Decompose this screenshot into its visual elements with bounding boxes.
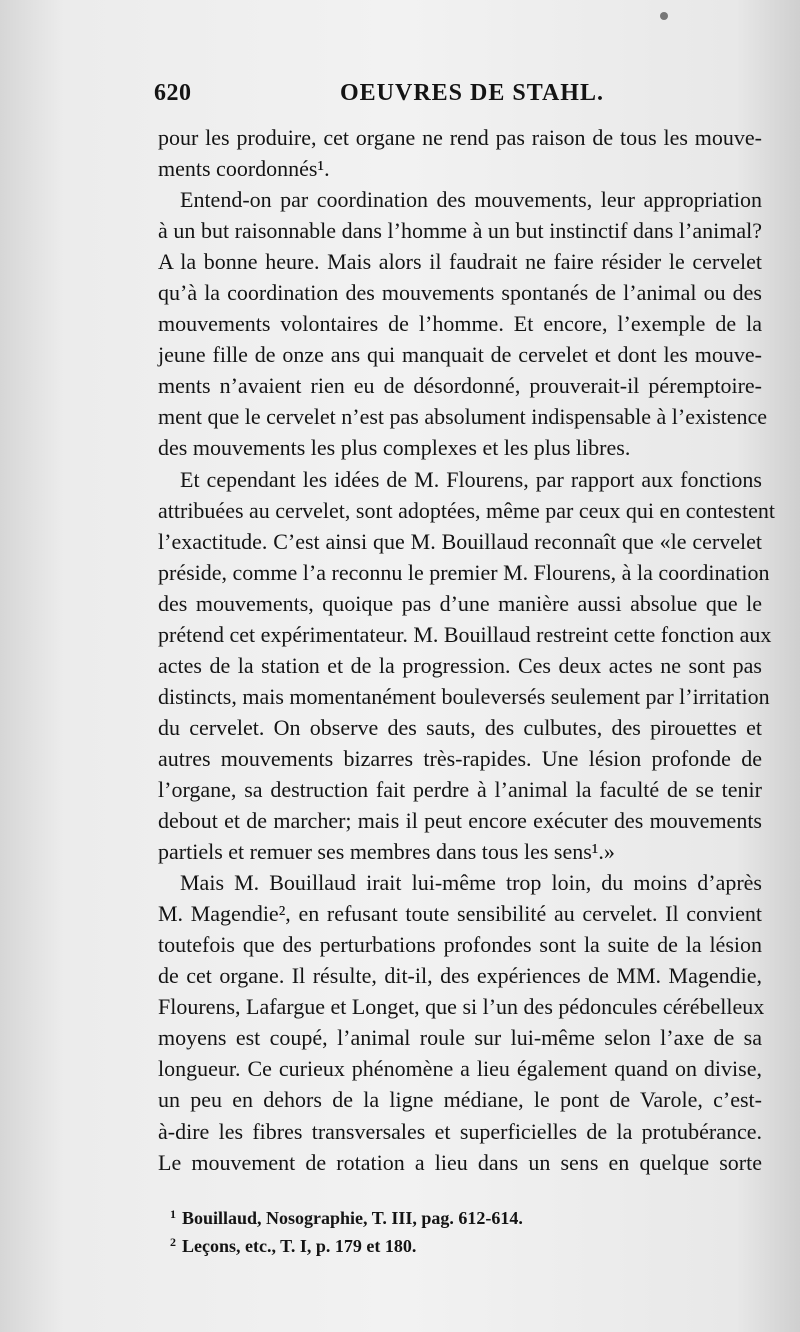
footnote-text: Bouillaud, Nosographie, T. III, pag. 612-614. bbox=[182, 1208, 523, 1228]
text-line: Mais M. Bouillaud irait lui-même trop loin, du moins d’après bbox=[180, 870, 762, 896]
text-line: autres mouvements bizarres très-rapides. Une lésion profonde de bbox=[158, 745, 762, 771]
text-line: Flourens, Lafargue et Longet, que si l’un des pédoncules cérébelleux bbox=[158, 994, 765, 1020]
text-line: un peu en dehors de la ligne médiane, le pont de Varole, c’est- bbox=[158, 1087, 762, 1113]
text-line: qu’à la coordination des mouvements spontanés de l’animal ou des bbox=[158, 280, 762, 306]
text-line: du cervelet. On observe des sauts, des culbutes, des pirouettes et bbox=[158, 714, 762, 740]
footnote-mark: 2 bbox=[170, 1235, 176, 1249]
footnote-mark: 1 bbox=[170, 1207, 176, 1221]
text-line: attribuées au cervelet, sont adoptées, même par ceux qui en contestent bbox=[158, 497, 775, 523]
text-line: l’exactitude. C’est ainsi que M. Bouillaud reconnaît que «le cervelet bbox=[158, 528, 762, 554]
text-line: toutefois que des perturbations profondes sont la suite de la lésion bbox=[158, 932, 762, 958]
running-title: OEUVRES DE STAHL. bbox=[340, 80, 604, 106]
text-line: pour les produire, cet organe ne rend pas raison de tous les mouve- bbox=[158, 125, 762, 150]
text-line: ment que le cervelet n’est pas absolument indispensable à l’existence bbox=[158, 404, 768, 430]
footnote-2 bbox=[170, 1228, 690, 1256]
footnote-text: Leçons, etc., T. I, p. 179 et 180. bbox=[182, 1236, 417, 1256]
text-line: préside, comme l’a reconnu le premier M. Flourens, à la coordination bbox=[158, 559, 770, 585]
text-line: longueur. Ce curieux phénomène a lieu également quand on divise, bbox=[158, 1056, 762, 1082]
text-line: prétend cet expérimentateur. M. Bouillaud restreint cette fonction aux bbox=[158, 621, 772, 647]
text-line: des mouvements les plus complexes et les plus libres. bbox=[158, 435, 631, 461]
footnotes bbox=[170, 1200, 690, 1256]
text-line: distincts, mais momentanément bouleversés seulement par l’irritation bbox=[158, 683, 770, 709]
page-number: 620 bbox=[154, 80, 192, 106]
text-line: Le mouvement de rotation a lieu dans un sens en quelque sorte bbox=[158, 1149, 762, 1175]
text-line: A la bonne heure. Mais alors il faudrait ne faire résider le cervelet bbox=[158, 249, 762, 275]
page-header bbox=[150, 80, 760, 114]
text-line: debout et de marcher; mais il peut encore exécuter des mouvements bbox=[158, 808, 762, 834]
text-line: M. Magendie², en refusant toute sensibilité au cervelet. Il convient bbox=[158, 901, 762, 927]
text-line: ments n’avaient rien eu de désordonné, prouverait-il péremptoire- bbox=[158, 373, 762, 399]
text-line: l’organe, sa destruction fait perdre à l’animal la faculté de se tenir bbox=[158, 776, 762, 802]
print-speck bbox=[660, 12, 668, 20]
text-line: ments coordonnés¹. bbox=[158, 156, 330, 182]
footnote-1 bbox=[170, 1200, 690, 1228]
body-text bbox=[158, 122, 775, 1178]
text-line: jeune fille de onze ans qui manquait de cervelet et dont les mouve- bbox=[158, 342, 762, 368]
text-line: des mouvements, quoique pas d’une manière aussi absolue que le bbox=[158, 590, 762, 616]
text-line: Entend-on par coordination des mouvements, leur appropriation bbox=[180, 187, 762, 213]
text-line: moyens est coupé, l’animal roule sur lui-même selon l’axe de sa bbox=[158, 1025, 762, 1051]
text-line: Et cependant les idées de M. Flourens, par rapport aux fonctions bbox=[180, 466, 762, 492]
text-line: à-dire les fibres transversales et superficielles de la protubérance. bbox=[158, 1118, 762, 1144]
text-line: mouvements volontaires de l’homme. Et encore, l’exemple de la bbox=[158, 311, 762, 337]
text-line: de cet organe. Il résulte, dit-il, des expériences de MM. Magendie, bbox=[158, 963, 762, 989]
text-line: partiels et remuer ses membres dans tous les sens¹.» bbox=[158, 839, 615, 865]
text-line: actes de la station et de la progression. Ces deux actes ne sont pas bbox=[158, 652, 762, 678]
text-line: à un but raisonnable dans l’homme à un but instinctif dans l’animal? bbox=[158, 218, 762, 244]
